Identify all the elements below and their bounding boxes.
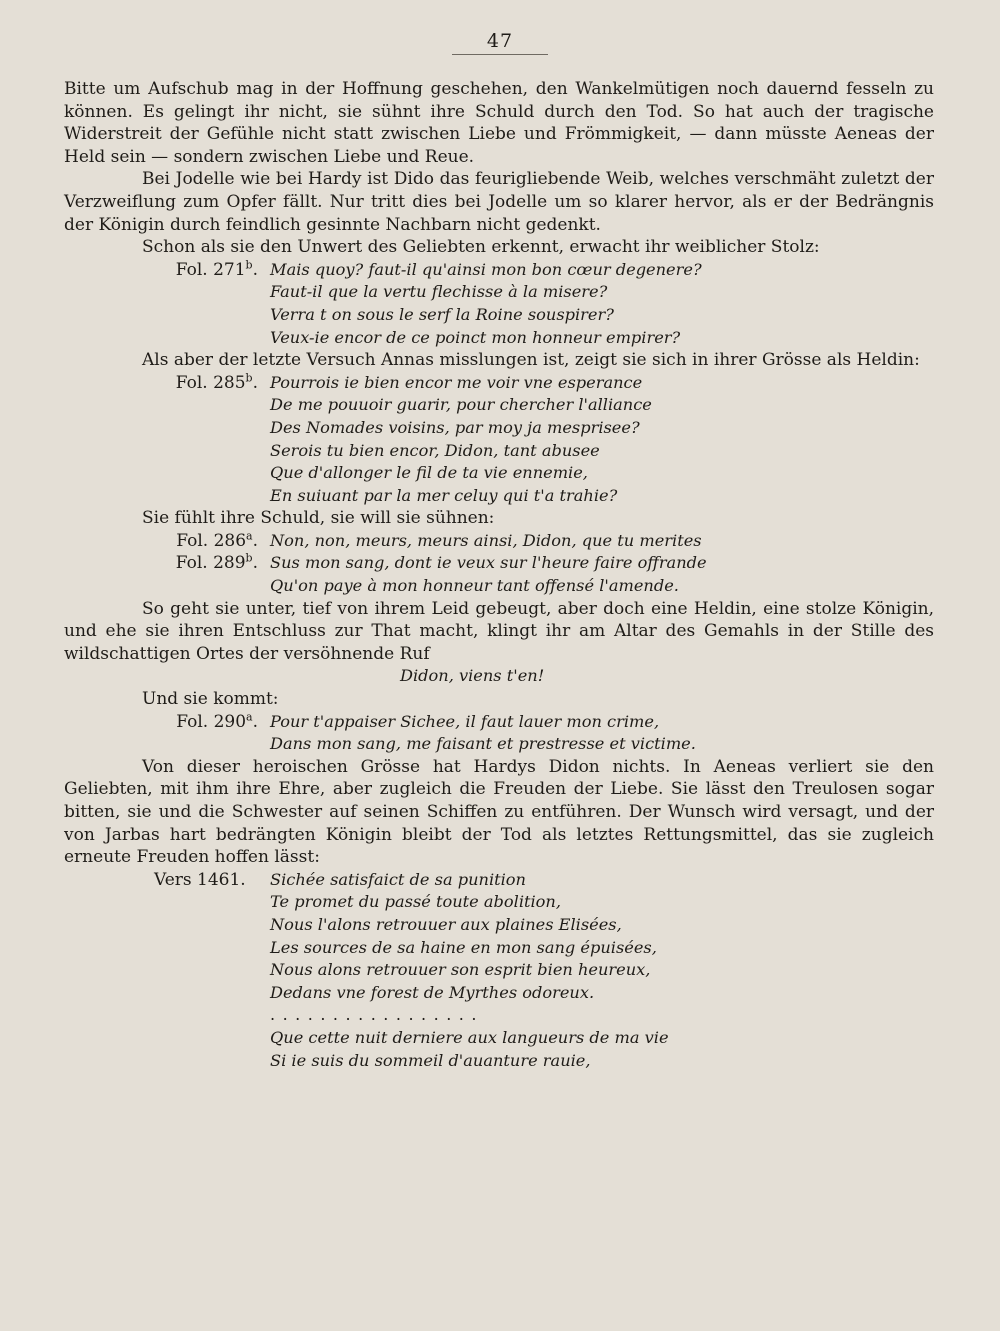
verse-text: Les sources de sa haine en mon sang épuisées,	[270, 937, 657, 957]
verse-line	[64, 1050, 934, 1073]
verse-text: Non, non, meurs, meurs ainsi, Didon, que tu merites	[270, 530, 702, 550]
verse-text: Mais quoy? faut-il qu'ainsi mon bon cœur degenere?	[270, 259, 702, 279]
verse-line	[64, 259, 934, 282]
verse-line	[64, 869, 934, 892]
ellipsis-row: .................	[270, 1005, 484, 1025]
verse-line	[64, 665, 934, 688]
citation-suffix: .	[252, 259, 258, 280]
verse-line	[64, 575, 934, 598]
verse-line	[64, 462, 934, 485]
verse-line	[64, 711, 934, 734]
citation-text: Fol. 290	[176, 711, 247, 732]
verse-line	[64, 914, 934, 937]
verse-line	[64, 281, 934, 304]
body-text	[64, 78, 934, 1072]
citation-superscript: b	[245, 258, 253, 272]
citation-label	[64, 869, 270, 892]
verse-line	[64, 417, 934, 440]
citation-suffix: .	[252, 372, 258, 393]
verse-text: De me pouuoir guarir, pour chercher l'alliance	[270, 395, 652, 415]
verse-line	[64, 372, 934, 395]
verse-text: Nous l'alons retrouuer aux plaines Elisées,	[270, 914, 622, 934]
citation-suffix: .	[252, 553, 258, 574]
citation-text: Fol. 286	[176, 530, 247, 551]
page-number: 47	[486, 30, 514, 52]
verse-text: Dedans vne forest de Myrthes odoreux.	[270, 982, 595, 1002]
verse-line	[64, 937, 934, 960]
verse-text: Que d'allonger le fil de ta vie ennemie,	[270, 463, 588, 483]
citation-label	[64, 372, 270, 395]
verse-line	[64, 982, 934, 1005]
paragraph: Bei Jodelle wie bei Hardy ist Dido das feurigliebende Weib, welches verschmäht zuletzt der Verzweiflung zum Opfer fällt. Nur tritt dies bei Jodelle um so klarer hervor, als er der Bedrängnis der Königin durch feindlich gesinnte Nachbarn nicht gedenkt.	[64, 169, 934, 235]
paragraph: Sie fühlt ihre Schuld, sie will sie sühnen:	[142, 508, 495, 529]
citation-label	[64, 552, 270, 575]
verse-line	[64, 891, 934, 914]
verse-text: Te promet du passé toute abolition,	[270, 892, 561, 912]
verse-text: Sus mon sang, dont ie veux sur l'heure faire offrande	[270, 553, 707, 573]
verse-line	[64, 530, 934, 553]
verse-text: Dans mon sang, me faisant et prestresse et victime.	[270, 734, 696, 754]
citation-text: Fol. 271	[175, 259, 246, 280]
verse-line	[64, 1027, 934, 1050]
verse-text: Verra t on sous le serf la Roine souspirer?	[270, 304, 614, 324]
citation-superscript: a	[246, 529, 253, 543]
citation-superscript: b	[245, 551, 253, 565]
verse-text: En suiuant par la mer celuy qui t'a trahie?	[270, 485, 618, 505]
paragraph: Von dieser heroischen Grösse hat Hardys Didon nichts. In Aeneas verliert sie den Geliebten, mit ihm ihre Ehre, aber zugleich die Freuden der Liebe. Sie lässt den Treulosen sogar bitten, sie und die Schwester auf seinen Schiffen zu entführen. Der Wunsch wird versagt, und der von Jarbas hart bedrängten Königin bleibt der Tod als letztes Rettungsmittel, das sie zugleich erneute Freuden hoffen lässt:	[64, 756, 934, 868]
page-number-rule	[452, 54, 548, 55]
paragraph: So geht sie unter, tief von ihrem Leid gebeugt, aber doch eine Heldin, eine stolze Königin, und ehe sie ihren Entschluss zur That macht, klingt ihr am Altar des Gemahls in der Stille des wildschattigen Ortes der versöhnende Ruf	[64, 598, 934, 664]
verse-text: Serois tu bien encor, Didon, tant abusee	[270, 440, 600, 460]
verse-line	[64, 304, 934, 327]
paragraph: Bitte um Aufschub mag in der Hoffnung geschehen, den Wankelmütigen noch dauernd fesseln zu können. Es gelingt ihr nicht, sie sühnt ihre Schuld durch den Tod. So hat auch der tragische Widerstreit der Gefühle nicht statt zwischen Liebe und Frömmigkeit, — dann müsste Aeneas der Held sein — sondern zwischen Liebe und Reue.	[64, 79, 934, 167]
verse-text: Pourrois ie bien encor me voir vne esperance	[270, 372, 643, 392]
verse-text: Qu'on paye à mon honneur tant offensé l'amende.	[270, 576, 679, 596]
verse-line	[64, 485, 934, 508]
citation-superscript: a	[246, 709, 253, 723]
citation-text: Vers 1461.	[154, 869, 246, 890]
verse-text: Faut-il que la vertu flechisse à la misere?	[270, 282, 608, 302]
verse-line	[64, 733, 934, 756]
verse-line	[64, 327, 934, 350]
paragraph: Als aber der letzte Versuch Annas misslungen ist, zeigt sie sich in ihrer Grösse als Heldin:	[142, 350, 920, 371]
verse-line	[64, 394, 934, 417]
verse-text: Sichée satisfaict de sa punition	[270, 869, 526, 889]
verse-text: Pour t'appaiser Sichee, il faut lauer mon crime,	[270, 711, 660, 731]
citation-suffix: .	[252, 530, 258, 551]
verse-line	[64, 552, 934, 575]
verse-line	[64, 440, 934, 463]
verse-text: Didon, viens t'en!	[400, 666, 545, 686]
verse-text: Des Nomades voisins, par moy ja mesprisee?	[270, 417, 640, 437]
citation-label	[64, 259, 270, 282]
verse-line	[64, 959, 934, 982]
verse-text: Nous alons retrouuer son esprit bien heureux,	[270, 960, 651, 980]
paragraph: Und sie kommt:	[142, 689, 279, 710]
verse-text: Veux-ie encor de ce poinct mon honneur empirer?	[270, 327, 681, 347]
verse-text: Si ie suis du sommeil d'auanture rauie,	[270, 1050, 591, 1070]
citation-text: Fol. 285	[175, 372, 246, 393]
citation-suffix: .	[252, 711, 258, 732]
citation-label	[64, 711, 270, 734]
citation-label	[64, 530, 270, 553]
citation-text: Fol. 289	[175, 553, 246, 574]
verse-text: Que cette nuit derniere aux langueurs de ma vie	[270, 1027, 669, 1047]
citation-superscript: b	[245, 371, 253, 385]
paragraph: Schon als sie den Unwert des Geliebten erkennt, erwacht ihr weiblicher Stolz:	[142, 237, 820, 258]
